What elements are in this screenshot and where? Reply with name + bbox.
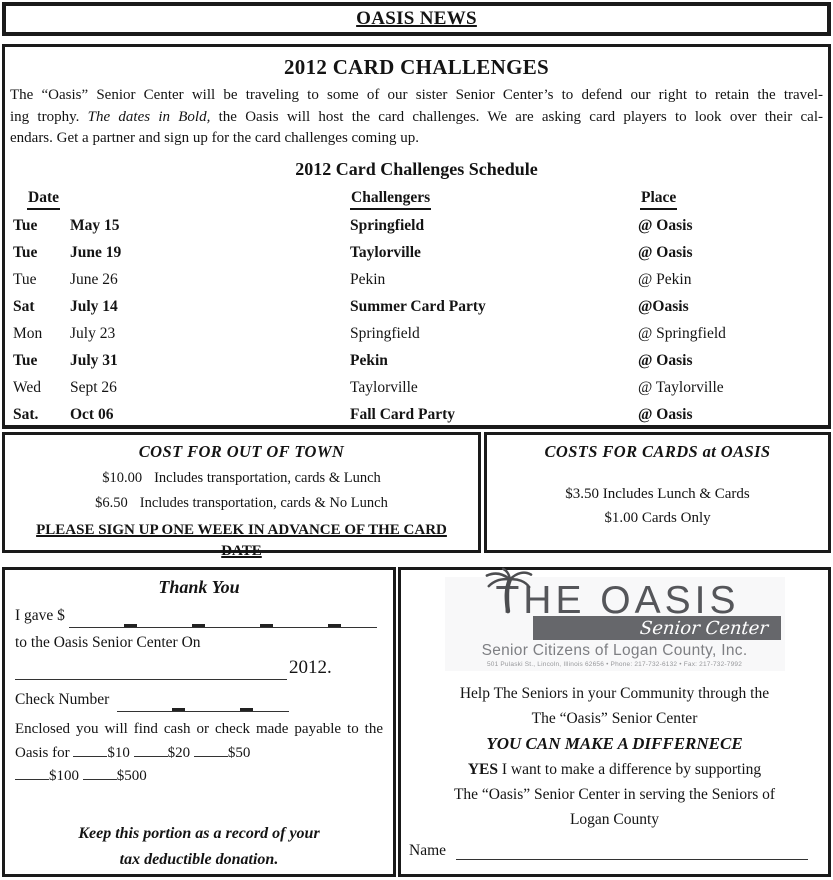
- amount-blank: [73, 742, 107, 757]
- intro-line-3: endars. Get a partner and sign up for the card challenges coming up.: [10, 130, 420, 146]
- keep-note-line-2: tax deductible donation.: [119, 850, 279, 868]
- thank-you-box: [2, 567, 396, 877]
- year-suffix: 2012.: [289, 657, 332, 678]
- enclosed-paragraph: [15, 718, 383, 789]
- column-header-place: Place: [638, 185, 828, 211]
- cell-day: Tue: [13, 270, 37, 288]
- thank-you-title: Thank You: [158, 577, 240, 597]
- price: $6.50: [95, 495, 128, 511]
- check-number-blank: [117, 688, 289, 712]
- cost-out-of-town-title: COST FOR OUT OF TOWN: [138, 442, 345, 461]
- cost-line-cards-only: $1.00 Cards Only: [604, 510, 711, 526]
- cell-place: @ Oasis: [638, 216, 693, 234]
- table-row: [13, 374, 828, 401]
- cell-place: @ Oasis: [638, 351, 693, 369]
- gave-label: I gave $: [15, 607, 65, 624]
- column-header-date: Date: [27, 185, 350, 211]
- cell-place: @ Springfield: [638, 324, 726, 342]
- amount-label: $50: [227, 744, 251, 761]
- logo-brand: [489, 579, 739, 623]
- check-number-row: [15, 687, 383, 712]
- cell-date: June 26: [70, 270, 118, 288]
- palm-tree-icon: [483, 566, 533, 624]
- cell-place: @ Taylorville: [638, 378, 724, 396]
- amount-blank: [15, 765, 49, 780]
- cost-line-no-lunch: [5, 495, 478, 512]
- donation-amount-options-row1: [73, 745, 250, 761]
- logo-org-line: Senior Citizens of Logan County, Inc.: [481, 642, 748, 659]
- card-challenges-title: 2012 CARD CHALLENGES: [283, 55, 550, 79]
- cost-line-lunch-cards: $3.50 Includes Lunch & Cards: [565, 486, 750, 502]
- amount-label: $20: [167, 744, 191, 761]
- table-row: [13, 239, 828, 266]
- table-row: [13, 212, 828, 239]
- cell-place: @ Pekin: [638, 270, 692, 288]
- amount-label: $10: [107, 744, 130, 761]
- intro-line-1: The “Oasis” Senior Center will be traveling to some of our sister Senior Center’s to defend our right to retain the travel-: [10, 87, 823, 103]
- table-row: [13, 293, 828, 320]
- logo-address-line: 501 Pulaski St., Lincoln, Illinois 62656 • Phone: 217-732-6132 • Fax: 217-732-7992: [486, 661, 743, 668]
- masthead-box: [2, 2, 831, 36]
- intro-paragraph: [10, 85, 823, 150]
- cell-challenger: Fall Card Party: [350, 405, 456, 423]
- date-blank: [15, 656, 287, 680]
- name-row: [409, 836, 808, 860]
- cell-day: Tue: [13, 243, 38, 261]
- serve-line-1: The “Oasis” Senior Center in serving the Seniors of: [453, 786, 776, 803]
- description: Includes transportation, cards & No Lunch: [139, 495, 388, 511]
- cell-challenger: Taylorville: [350, 378, 418, 396]
- yes-rest: I want to make a difference by supporting: [498, 761, 762, 778]
- cell-date: July 31: [70, 351, 118, 369]
- donation-amount-options-row2: [15, 768, 147, 784]
- cost-out-of-town-box: [2, 432, 481, 559]
- cell-date: Oct 06: [70, 405, 114, 423]
- table-row: [13, 401, 828, 428]
- table-row: [13, 320, 828, 347]
- enclosed-text: Enclosed you will find cash or check made payable to the Oasis for: [15, 721, 383, 761]
- schedule-table: [5, 185, 828, 428]
- cell-date: Sept 26: [70, 378, 117, 396]
- column-header-challengers: Challengers: [350, 185, 638, 211]
- serve-line-2: Logan County: [569, 811, 660, 828]
- cell-challenger: Pekin: [350, 270, 386, 288]
- yes-line: [401, 757, 828, 782]
- help-line-1: Help The Seniors in your Community through the: [459, 685, 770, 702]
- signup-notice-line-2: DATE: [221, 543, 262, 559]
- keep-note-line-1: Keep this portion as a record of your: [78, 824, 320, 842]
- cell-date: July 14: [70, 297, 118, 315]
- amount-blank: [134, 742, 168, 757]
- schedule-title: 2012 Card Challenges Schedule: [295, 158, 538, 179]
- keep-portion-note: [15, 821, 383, 873]
- signup-notice: [5, 520, 478, 562]
- cell-challenger: Springfield: [350, 216, 425, 234]
- signup-notice-line-1: PLEASE SIGN UP ONE WEEK IN ADVANCE OF THE CARD: [36, 522, 447, 538]
- description: Includes transportation, cards & Lunch: [154, 470, 381, 486]
- schedule-rows: [13, 212, 828, 428]
- intro-line2-italic: The dates in Bold,: [87, 108, 211, 125]
- table-row: [13, 266, 828, 293]
- cell-day: Wed: [13, 378, 42, 396]
- schedule-header-row: [13, 185, 828, 211]
- cell-date: May 15: [70, 216, 120, 234]
- cost-at-oasis-title: COSTS FOR CARDS at OASIS: [544, 442, 771, 461]
- yes-word: YES: [467, 761, 498, 778]
- cell-challenger: Springfield: [350, 324, 420, 342]
- logo-brand-text: THE OASIS: [495, 579, 740, 622]
- table-row: [13, 347, 828, 374]
- cell-challenger: Pekin: [350, 351, 388, 369]
- date-row: [15, 655, 383, 680]
- cell-place: @Oasis: [638, 297, 689, 315]
- to-line: to the Oasis Senior Center On: [15, 634, 201, 651]
- amount-given-blank: [69, 604, 377, 628]
- intro-line2-pre: ing trophy.: [10, 108, 88, 125]
- intro-line2-post: the Oasis will host the card challenges. We are asking card players to look over their cal-: [210, 108, 823, 125]
- cost-at-oasis-box: [484, 432, 831, 553]
- name-label: Name: [409, 842, 447, 859]
- cell-day: Tue: [13, 216, 38, 234]
- cell-challenger: Taylorville: [350, 243, 421, 261]
- cell-day: Sat: [13, 297, 35, 315]
- masthead-title: OASIS NEWS: [356, 8, 477, 29]
- help-line-2: The “Oasis” Senior Center: [531, 710, 698, 727]
- amount-blank: [83, 765, 117, 780]
- amount-given-row: [15, 603, 383, 628]
- cell-date: June 19: [70, 243, 122, 261]
- card-challenges-box: [2, 44, 831, 429]
- amount-label: $100: [49, 768, 79, 784]
- price: $10.00: [102, 470, 143, 486]
- cell-place: @ Oasis: [638, 405, 693, 423]
- cell-day: Sat.: [13, 405, 39, 423]
- slogan-line: YOU CAN MAKE A DIFFERNECE: [486, 734, 743, 753]
- cell-date: July 23: [70, 324, 116, 342]
- cell-challenger: Summer Card Party: [350, 297, 486, 315]
- oasis-logo: [445, 577, 785, 671]
- amount-blank: [194, 742, 228, 757]
- cell-day: Tue: [13, 351, 38, 369]
- name-blank: [456, 836, 808, 860]
- cost-line-lunch: [5, 470, 478, 487]
- intro-line-2: [10, 107, 823, 129]
- cell-place: @ Oasis: [638, 243, 693, 261]
- amount-label: $500: [116, 768, 147, 784]
- cell-day: Mon: [13, 324, 43, 342]
- logo-script-text: Senior Center: [639, 617, 770, 639]
- check-number-label: Check Number: [15, 691, 110, 708]
- donation-box: [398, 567, 831, 877]
